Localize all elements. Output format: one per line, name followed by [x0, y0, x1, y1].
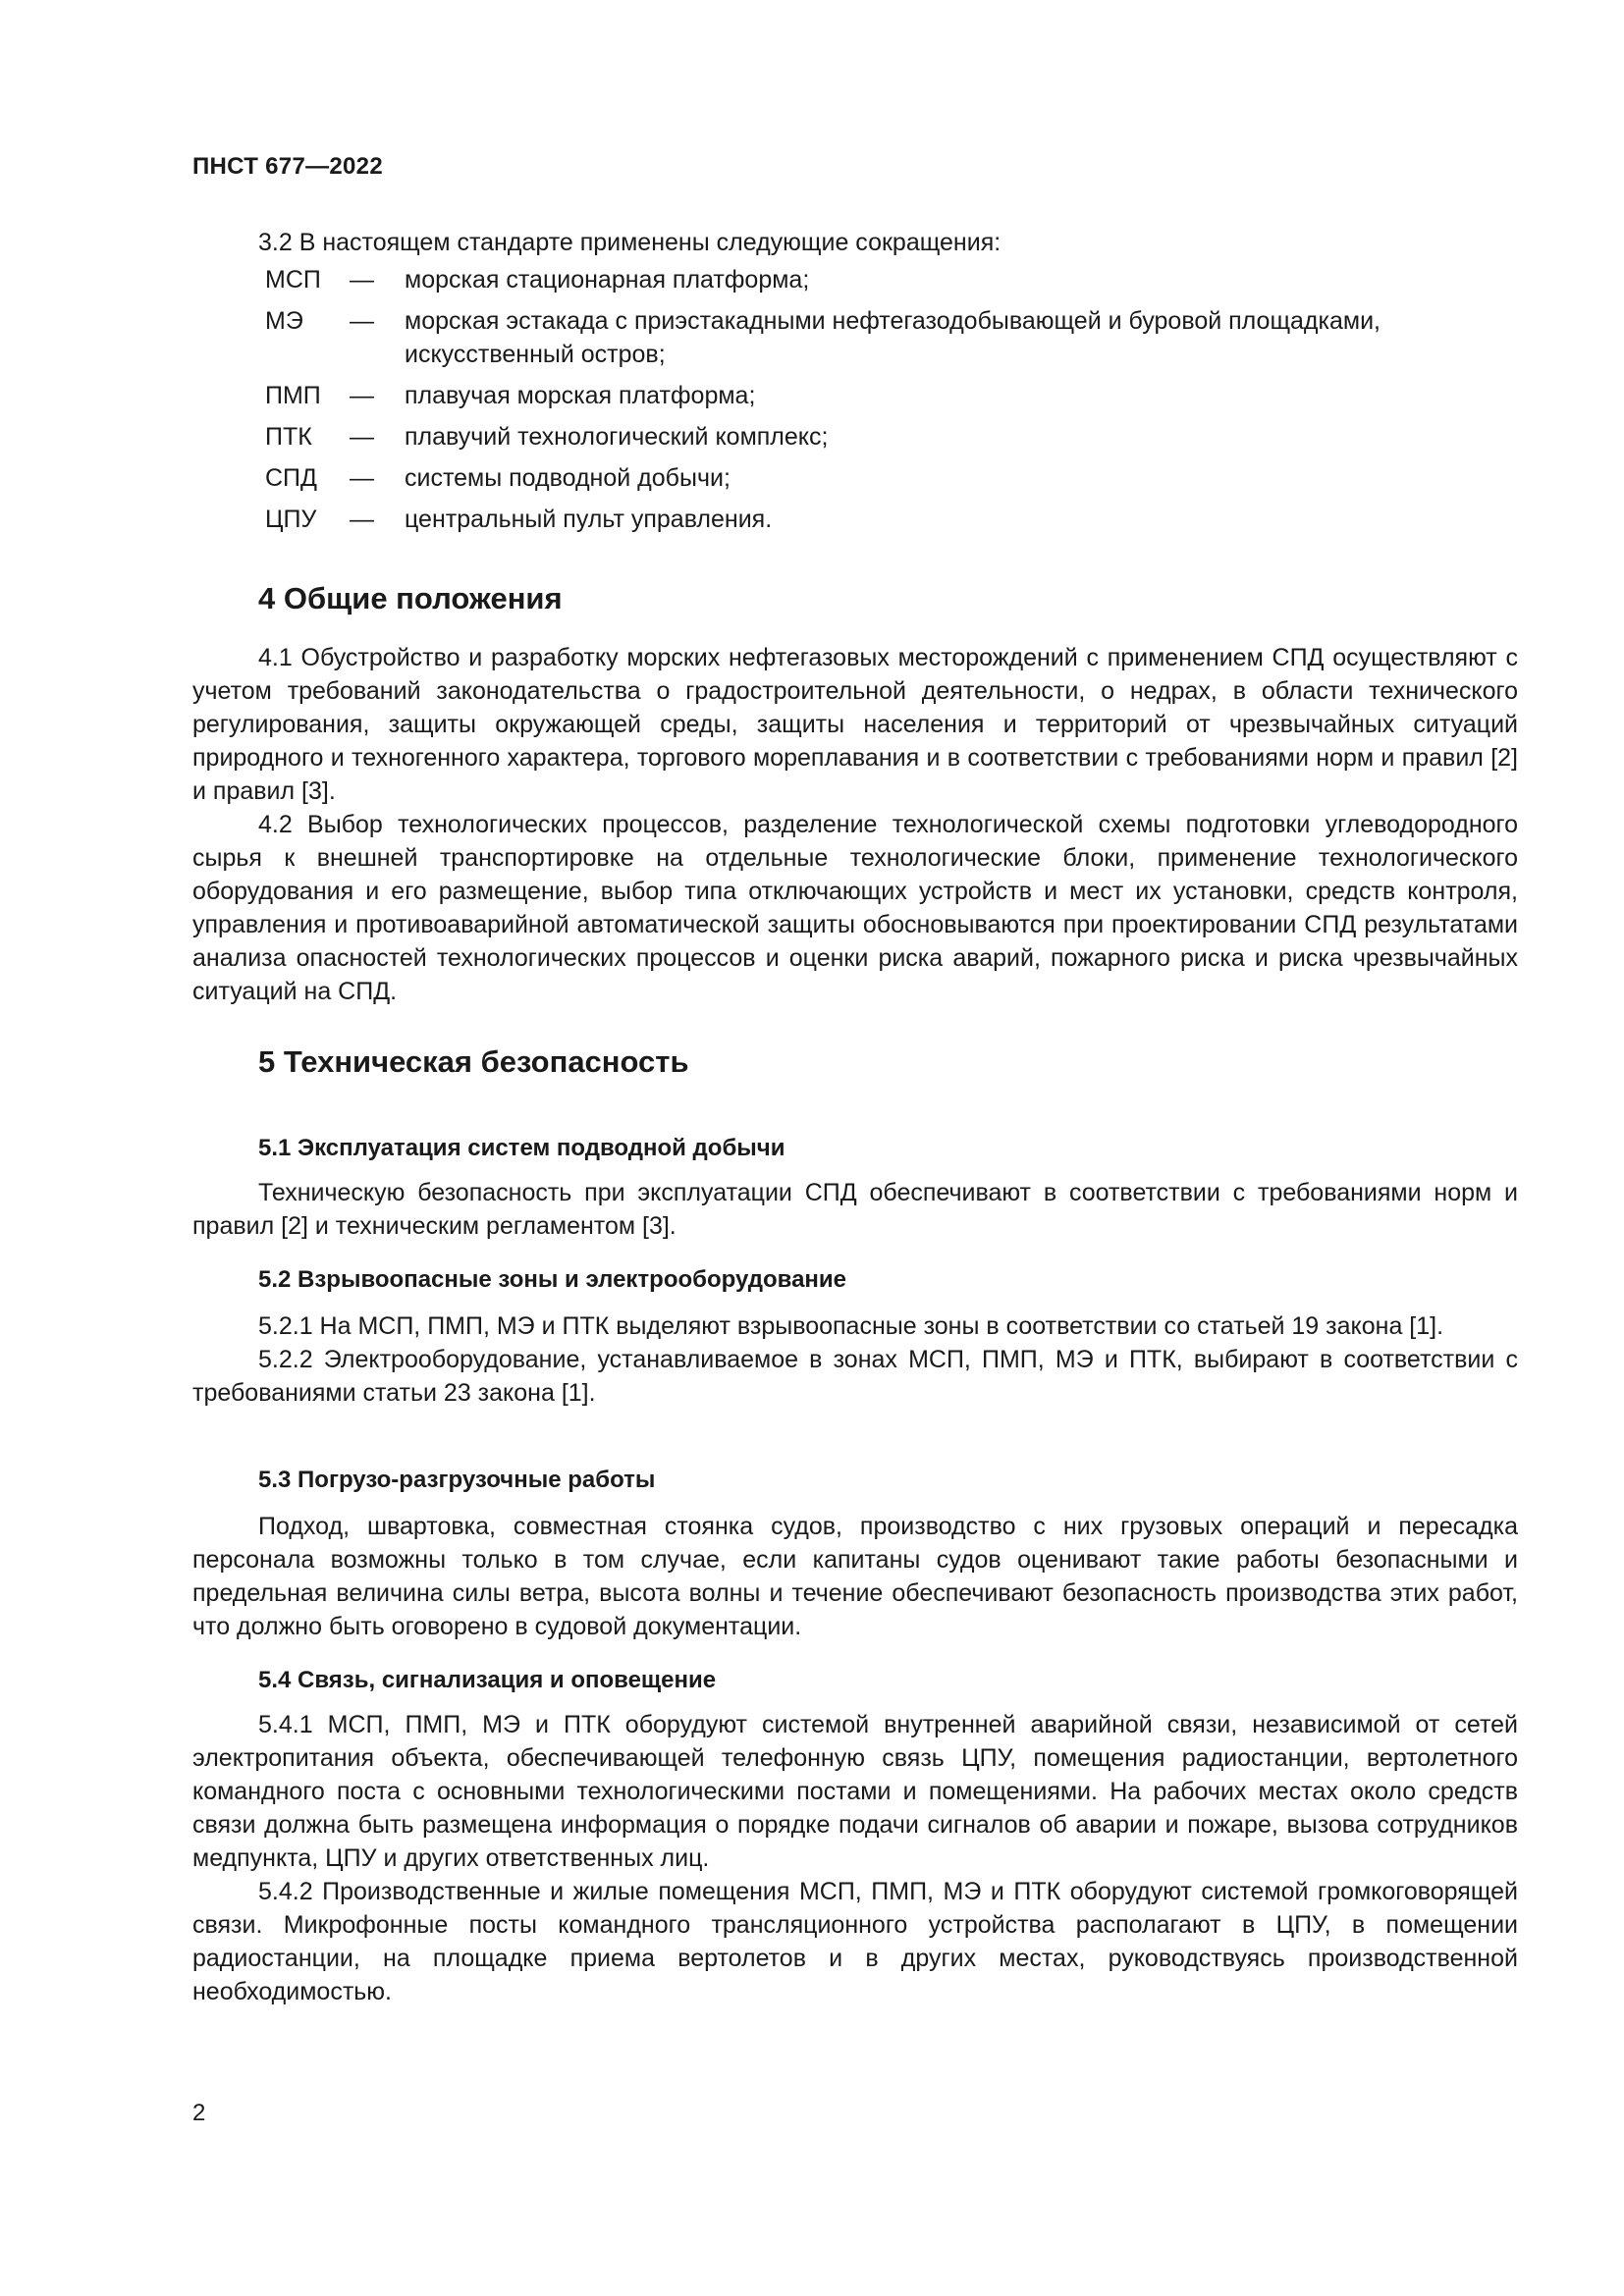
paragraph-5-2-2: 5.2.2 Электрооборудование, устанавливаемое в зонах МСП, ПМП, МЭ и ПТК, выбирают в соответствии с требованиями статьи 23 закона [1]. — [192, 1346, 1518, 1407]
paragraph-4-2: 4.2 Выбор технологических процессов, разделение технологической схемы подготовки углеводородного сырья к внешней транспортировке на отдельные технологические блоки, применение технологического оборудования и его размещение, выбор типа отключающих устройств и мест их установки, средств контроля, управления и противоаварийной автоматической защиты обосновываются при проектировании СПД результатами анализа опасностей технологических процессов и оценки риска аварий, пожарного риска и риска чрезвычайных ситуаций на СПД. — [192, 811, 1518, 1005]
abbreviation-definition: плавучий технологический комплекс; — [405, 423, 829, 451]
abbreviation-code: ЦПУ — [265, 506, 317, 533]
abbreviation-code: МЭ — [265, 307, 303, 335]
subsection-5-2-body — [192, 1309, 1518, 1410]
paragraph-5-2-1: 5.2.1 На МСП, ПМП, МЭ и ПТК выделяют взрывоопасные зоны в соответствии со статьей 19 закона [1]. — [258, 1312, 1444, 1340]
abbreviation-item — [265, 420, 1542, 454]
subsection-5-1-title: 5.1 Эксплуатация систем подводной добычи — [258, 1135, 785, 1161]
abbreviation-item — [265, 304, 1542, 371]
abbreviation-item — [265, 503, 1542, 536]
section-5-title: 5 Техническая безопасность — [258, 1044, 689, 1079]
abbreviation-code: СПД — [265, 464, 317, 492]
abbreviations-intro: 3.2 В настоящем стандарте применены следующие сокращения: — [258, 229, 1001, 256]
paragraph-5-4-1: 5.4.1 МСП, ПМП, МЭ и ПТК оборудуют системой внутренней аварийной связи, независимой от сетей электропитания объекта, обеспечивающей телефонную связь ЦПУ, помещения радиостанции, вертолетного командного поста с основными технологическими постами и помещениями. На рабочих местах около средств связи должна быть размещена информация о порядке подачи сигналов об аварии и пожаре, вызова сотрудников медпункта, ЦПУ и других ответственных лиц. — [192, 1711, 1518, 1872]
abbreviation-definition: системы подводной добычи; — [405, 464, 731, 492]
abbreviation-definition: центральный пульт управления. — [405, 506, 773, 533]
abbreviation-item — [265, 379, 1542, 412]
abbreviation-definition: морская эстакада с приэстакадными нефтегазодобывающей и буровой площадками, искусственный остров; — [405, 307, 1381, 368]
subsection-5-3-body — [192, 1510, 1518, 1643]
paragraph-5-3: Подход, швартовка, совместная стоянка судов, производство с них грузовых операций и пересадка персонала возможны только в том случае, если капитаны судов оценивают такие работы безопасными и предельная величина силы ветра, высота волны и течение обеспечивают безопасность производства этих работ, что должно быть оговорено в судовой документации. — [192, 1513, 1518, 1640]
abbreviation-code: ПТК — [265, 423, 312, 451]
abbreviation-dash: — — [350, 423, 374, 451]
section-4-title: 4 Общие положения — [258, 581, 563, 615]
abbreviation-dash: — — [350, 382, 374, 409]
abbreviation-list — [265, 263, 1542, 544]
abbreviation-dash: — — [350, 307, 374, 335]
abbreviation-dash: — — [350, 506, 374, 533]
section-4-body — [192, 641, 1518, 1008]
abbreviation-item — [265, 461, 1542, 495]
abbreviation-dash: — — [350, 464, 374, 492]
subsection-5-3-title: 5.3 Погрузо-разгрузочные работы — [258, 1467, 656, 1493]
subsection-5-2-title: 5.2 Взрывоопасные зоны и электрооборудование — [258, 1266, 847, 1293]
subsection-5-1-body — [192, 1176, 1518, 1243]
subsection-5-4-title: 5.4 Связь, сигнализация и оповещение — [258, 1667, 717, 1693]
paragraph-5-1: Техническую безопасность при эксплуатации СПД обеспечивают в соответствии с требованиями норм и правил [2] и техническим регламентом [3]. — [192, 1179, 1518, 1240]
abbreviation-code: МСП — [265, 266, 321, 294]
abbreviation-definition: морская стационарная платформа; — [405, 266, 810, 294]
document-header: ПНСТ 677—2022 — [192, 153, 383, 180]
abbreviation-definition: плавучая морская платформа; — [405, 382, 756, 409]
paragraph-4-1: 4.1 Обустройство и разработку морских нефтегазовых месторождений с применением СПД осуществляют с учетом требований законодательства о градостроительной деятельности, о недрах, в области технического регулирования, защиты окружающей среды, защиты населения и территорий от чрезвычайных ситуаций природного и техногенного характера, торгового мореплавания и в соответствии с требованиями норм и правил [2] и правил [3]. — [192, 644, 1518, 805]
page-number: 2 — [192, 2100, 206, 2126]
subsection-5-4-body — [192, 1708, 1518, 2008]
abbreviation-code: ПМП — [265, 382, 321, 409]
abbreviation-item — [265, 263, 1542, 296]
abbreviation-dash: — — [350, 266, 374, 294]
paragraph-5-4-2: 5.4.2 Производственные и жилые помещения МСП, ПМП, МЭ и ПТК оборудуют системой громкоговорящей связи. Микрофонные посты командного трансляционного устройства располагают в ЦПУ, в помещении радиостанции, на площадке приема вертолетов и в других местах, руководствуясь производственной необходимостью. — [192, 1878, 1518, 2005]
